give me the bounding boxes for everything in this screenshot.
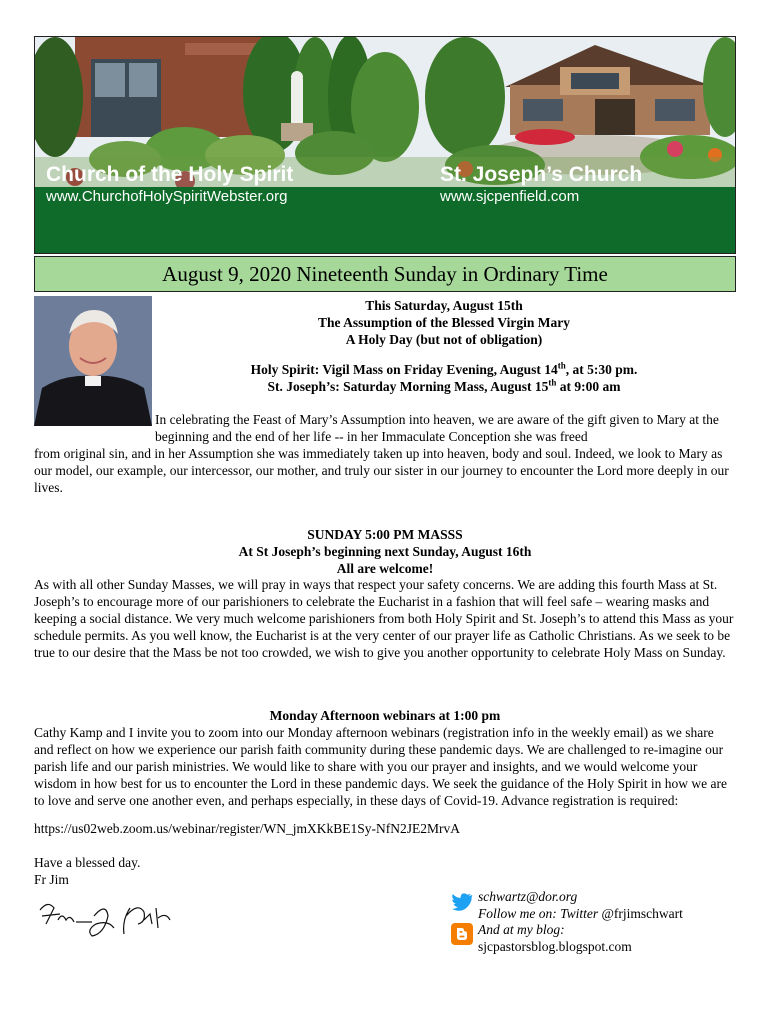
twitter-line <box>478 906 683 923</box>
left-church-block <box>46 163 293 207</box>
sunday-mass-heading-3: All are welcome! <box>336 561 434 576</box>
date-title: August 9, 2020 Nineteenth Sunday in Ordinary Time <box>34 256 736 292</box>
st-joseph-mass-time <box>152 378 736 395</box>
holy-spirit-mass-time <box>152 361 736 378</box>
holy-spirit-mass-text: Holy Spirit: Vigil Mass on Friday Evening, August 14 <box>250 362 558 377</box>
holy-spirit-ordinal: th <box>557 360 566 371</box>
assumption-heading <box>152 297 736 348</box>
holy-spirit-mass-time-text: , at 5:30 pm. <box>565 362 638 377</box>
right-church-url: www.sjcpenfield.com <box>440 188 580 205</box>
assumption-line-1: This Saturday, August 15th <box>365 298 523 313</box>
st-joseph-mass-time-text: at 9:00 am <box>556 379 621 394</box>
contact-block <box>450 889 740 955</box>
mass-times <box>152 361 736 395</box>
left-church-name: Church of the Holy Spirit <box>46 163 294 186</box>
closing <box>34 854 736 888</box>
webinars-heading: Monday Afternoon webinars at 1:00 pm <box>269 708 501 723</box>
blog-row <box>450 922 740 955</box>
st-joseph-mass-text: St. Joseph’s: Saturday Morning Mass, August 15 <box>267 379 549 394</box>
handwritten-signature <box>34 894 184 944</box>
webinar-registration-link[interactable]: https://us02web.zoom.us/webinar/register/WN_jmXKkBE1Sy-NfN2JE2MrvA <box>34 821 460 836</box>
assumption-line-3: A Holy Day (but not of obligation) <box>345 332 543 347</box>
twitter-icon <box>450 889 474 913</box>
twitter-prefix: Follow me on: Twitter <box>478 905 602 921</box>
email-address[interactable]: schwartz@dor.org <box>478 889 578 904</box>
closing-name: Fr Jim <box>34 872 69 887</box>
blogger-icon <box>450 922 474 946</box>
intro-paragraph-start: In celebrating the Feast of Mary’s Assumption into heaven, we are aware of the gift given to Mary at the beginning and the end of her life -- in her Immaculate Conception she was freed <box>155 412 719 444</box>
blog-url[interactable]: sjcpastorsblog.blogspot.com <box>478 938 632 954</box>
email-row <box>450 889 740 922</box>
blog-prefix: And at my blog: <box>478 922 565 937</box>
closing-greeting: Have a blessed day. <box>34 855 141 870</box>
right-church-name: St. Joseph’s Church <box>440 163 643 186</box>
sunday-mass-body: As with all other Sunday Masses, we will pray in ways that respect your safety concerns. We are adding this fourth Mass at St. Joseph’s to encourage more of our parishioners to celebrate the Eucharist in a fashion that will feel safe – wearing masks and keeping a social distance. We very much welcome parishioners from both Holy Spirit and St. Joseph’s to attend this Mass as your schedule permits. As you well know, the Eucharist is at the very center of our prayer life as Catholic Christians. As we seek to be true to our desire that the Mass be not too crowded, we wish to give you another opportunity to celebrate Holy Mass on Sunday. <box>34 577 734 660</box>
assumption-line-2: The Assumption of the Blessed Virgin Mary <box>317 315 571 330</box>
sunday-mass-heading <box>34 526 736 577</box>
webinars-body: Cathy Kamp and I invite you to zoom into our Monday afternoon webinars (registration info in the weekly email) as we share and reflect on how we experience our parish faith community during these pandemic days. We are challenged to re-imagine our parish life and our parish ministries. We would like to share with you our prayer and insights, and we would welcome your wisdom in how best for us to encounter the Lord in these pandemic days. We seek the guidance of the Holy Spirit in how we are to love and serve one another even, and perhaps especially, in these days of Covid-19. Advance registration is required: <box>34 725 727 808</box>
twitter-handle[interactable]: @frjimschwart <box>601 905 683 921</box>
st-joseph-ordinal: th <box>548 377 557 388</box>
priest-photo <box>34 296 152 426</box>
intro-paragraph-end: from original sin, and in her Assumption she was immediately taken up into heaven, body and soul. Indeed, we look to Mary as our model, our example, our intercessor, our mother, and truly our sister in our journey to encounter the Lord more deeply in our lives. <box>34 446 729 495</box>
right-church-block <box>440 163 642 207</box>
sunday-mass-heading-1: SUNDAY 5:00 PM MASSS <box>307 527 463 542</box>
sunday-mass-heading-2: At St Joseph’s beginning next Sunday, August 16th <box>238 544 532 559</box>
left-church-url: www.ChurchofHolySpiritWebster.org <box>46 188 288 205</box>
header-banner <box>34 36 736 254</box>
